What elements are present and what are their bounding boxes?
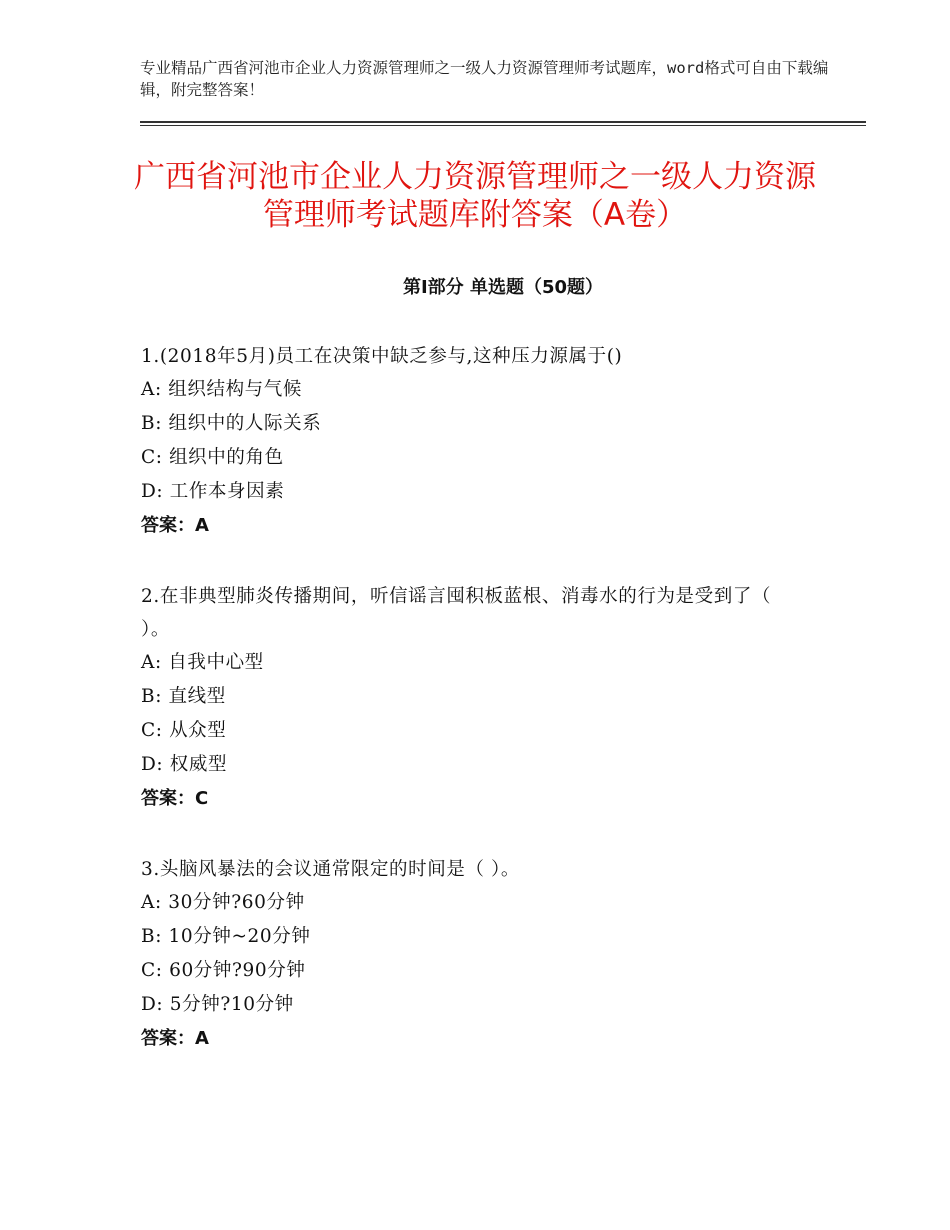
question-block (141, 340, 831, 543)
option-a: A: 30分钟?60分钟 (141, 892, 305, 913)
answer-line: 答案：C (141, 788, 209, 809)
option-c: C: 从众型 (141, 720, 227, 741)
option-c: C: 60分钟?90分钟 (141, 960, 306, 981)
question-block (141, 853, 831, 1056)
option-b: B: 组织中的人际关系 (141, 413, 322, 434)
question-stem: 1.(2018年5月)员工在决策中缺乏参与,这种压力源属于() (141, 346, 623, 367)
option-d: D: 工作本身因素 (141, 481, 285, 502)
answer-line: 答案：A (141, 515, 209, 536)
option-b: B: 10分钟~20分钟 (141, 926, 311, 947)
option-d: D: 5分钟?10分钟 (141, 994, 294, 1015)
section-heading: 第Ⅰ部分 单选题（50题） (402, 277, 603, 298)
header-divider-thin (140, 125, 866, 126)
question-stem: 2.在非典型肺炎传播期间，听信谣言囤积板蓝根、消毒水的行为是受到了（ ）。 (141, 586, 772, 640)
question-block (141, 580, 831, 816)
option-d: D: 权威型 (141, 754, 228, 775)
document-title: 广西省河池市企业人力资源管理师之一级人力资源管理师考试题库附答案（A卷） (134, 159, 816, 233)
option-a: A: 自我中心型 (141, 652, 264, 673)
question-stem: 3.头脑风暴法的会议通常限定的时间是（ ）。 (141, 859, 520, 880)
answer-line: 答案：A (141, 1028, 209, 1049)
header-divider-thick (140, 121, 866, 123)
option-a: A: 组织结构与气候 (141, 379, 302, 400)
option-c: C: 组织中的角色 (141, 447, 284, 468)
header-note: 专业精品广西省河池市企业人力资源管理师之一级人力资源管理师考试题库，word格式可自由下载编辑，附完整答案！ (140, 59, 829, 99)
option-b: B: 直线型 (141, 686, 226, 707)
